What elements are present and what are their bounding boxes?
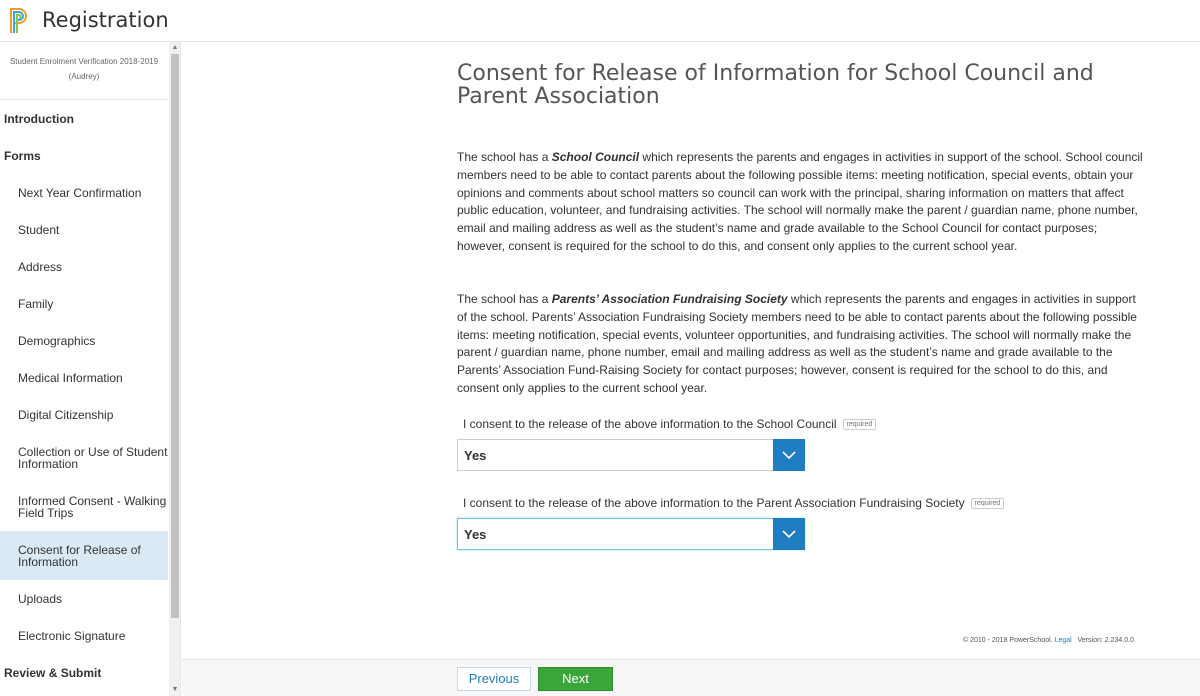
- scrollbar-thumb[interactable]: [171, 54, 179, 618]
- select-value: Yes: [464, 448, 487, 463]
- powerschool-logo-icon: [8, 6, 30, 34]
- parents-association-emphasis: Parents’ Association Fundraising Society: [551, 292, 788, 306]
- sidebar-form-title: Student Enrolment Verification 2018-2019 (Audrey): [0, 42, 168, 100]
- page-title: Consent for Release of Information for School Council and Parent Association: [457, 61, 1094, 109]
- sidebar: [0, 42, 181, 696]
- required-badge: required: [971, 498, 1005, 509]
- parents-association-paragraph: The school has a Parents’ Association Fundraising Society which represents the parents and engages in activities in support of the school. Parents’ Association Fundraising Society members need to be able to contact parents about the following possible items: meeting notification, special events, volunteer opportunities, and fundraising activities. The school will normally make the parent / guardian name, phone number, email and mailing address as well as the student’s name and grade available to the Parents’ Association Fund-Raising Society for contact purposes; however, consent is required for the school to do this, and consent only applies to the current school year.: [457, 292, 1137, 395]
- sidebar-item-review-submit[interactable]: Review & Submit: [4, 665, 102, 680]
- scroll-down-arrow-icon[interactable]: ▼: [171, 686, 179, 693]
- parent-association-consent-select[interactable]: [457, 518, 805, 550]
- sidebar-item-uploads[interactable]: Uploads: [18, 591, 63, 606]
- chevron-down-icon[interactable]: [773, 518, 805, 550]
- sidebar-item-electronic-signature[interactable]: Electronic Signature: [18, 628, 126, 643]
- app-title: Registration: [42, 8, 169, 32]
- next-button[interactable]: Next: [538, 667, 613, 691]
- sidebar-item-next-year-confirmation[interactable]: Next Year Confirmation: [18, 185, 142, 200]
- sidebar-item-medical-information[interactable]: Medical Information: [18, 370, 123, 385]
- legal-link[interactable]: Legal: [1054, 637, 1072, 644]
- footer-nav: [182, 659, 1200, 696]
- school-council-emphasis: School Council: [551, 150, 640, 164]
- chevron-down-icon[interactable]: [773, 439, 805, 471]
- scroll-up-arrow-icon[interactable]: ▲: [171, 44, 179, 51]
- copyright-line: © 2010 - 2018 PowerSchool. Legal Version: 2.234.0.0: [963, 637, 1134, 644]
- parent-association-question-label: I consent to the release of the above information to the Parent Association Fundraising Society required: [463, 496, 1004, 510]
- school-council-consent-select[interactable]: [457, 439, 805, 471]
- sidebar-item-forms[interactable]: Forms: [4, 148, 41, 163]
- sidebar-item-introduction[interactable]: Introduction: [4, 111, 74, 126]
- top-bar: [0, 0, 1200, 42]
- sidebar-item-walking-field-trips[interactable]: Informed Consent - Walking Field Trips: [18, 493, 167, 520]
- sidebar-item-consent-release[interactable]: Consent for Release of Information: [0, 531, 168, 580]
- sidebar-scrollbar[interactable]: [169, 42, 181, 696]
- required-badge: required: [843, 419, 877, 430]
- sidebar-item-digital-citizenship[interactable]: Digital Citizenship: [18, 407, 114, 422]
- sidebar-item-student[interactable]: Student: [18, 222, 60, 237]
- school-council-question-label: I consent to the release of the above information to the School Council required: [463, 417, 876, 431]
- school-council-paragraph: The school has a School Council which represents the parents and engages in activities in support of the school. School council members need to be able to contact parents about the following possible items: meeting notification, special events, obtain your opinions and comments about school matters so council can work with the principal, sharing information on matters that affect public education, volunteer, and fundraising activities. The school will normally make the parent / guardian name, phone number, email and mailing address as well as the student’s name and grade available to the School Council for contact purposes; however, consent is required for the school to do this, and consent only applies to the current school year.: [457, 150, 1143, 253]
- select-value: Yes: [464, 527, 487, 542]
- sidebar-item-family[interactable]: Family: [18, 296, 54, 311]
- sidebar-item-address[interactable]: Address: [18, 259, 63, 274]
- sidebar-item-demographics[interactable]: Demographics: [18, 333, 96, 348]
- previous-button[interactable]: Previous: [457, 667, 531, 691]
- sidebar-item-collection-student-information[interactable]: Collection or Use of Student Information: [18, 444, 168, 471]
